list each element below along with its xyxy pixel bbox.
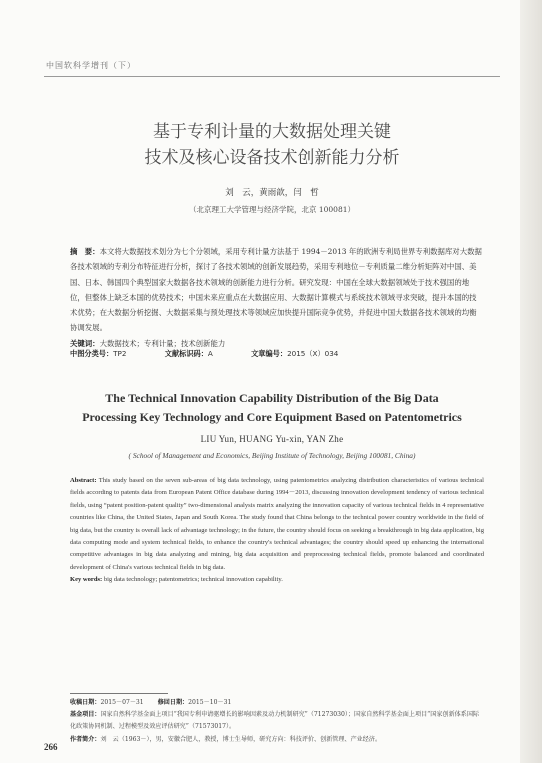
article-number: 文章编号：2015（X）034: [251, 349, 339, 358]
chinese-title-line-2: 技术及核心设备技术创新能力分析: [144, 148, 400, 168]
chinese-abstract-text: 本文将大数据技术划分为七个分领域，采用专利计量方法基于 1994－2013 年的欧洲专利局世界专利数据库对大数据各技术领域的专利分布特征进行分析，探讨了各技术领域的创新发展趋势，采用专利地位－专利质量二维分析矩阵对中国、美国、日本、韩国四个典型国家大数据各技术领域的创新能力进行分析。研究发现：中国在全球大数据领域处于技术强国的地位，但整体上缺乏本国的优势技术；中国未来应重点在大数据应用、大数据计算模式与系统技术领域寻求突破，提升本国的技术优势；在大数据分析挖掘、大数据采集与预处理技术等领域应加快提升国际竞争优势，并促进中国大数据各技术领域的均衡协调发展。: [70, 247, 482, 333]
chinese-authors: 刘 云，黄雨歆，闫 哲: [225, 188, 319, 198]
english-authors: LIU Yun, HUANG Yu-xin, YAN Zhe: [200, 434, 344, 444]
chinese-abstract: [70, 244, 482, 336]
footnotes: [70, 697, 484, 746]
chinese-abstract-block: [70, 244, 482, 351]
english-affiliation: ( School of Management and Economics, Beijing Institute of Technology, Beijing 100081, China): [128, 451, 416, 460]
document-code: 文献标识码：A: [164, 349, 213, 358]
running-head: 中国软科学增刊（下）: [46, 61, 136, 70]
english-title-line-2: Processing Key Technology and Core Equipment Based on Patentometrics: [82, 410, 462, 424]
english-abstract-block: [70, 475, 484, 587]
page-number: 266: [44, 742, 58, 752]
english-abstract-label: Abstract:: [70, 477, 97, 484]
footnote-rule: [70, 693, 168, 694]
english-abstract-text: This study based on the seven sub-areas of big data technology, using patentometrics analyzing distribution characteristics of various technical fields according to patents data from European Patent Office database during 1994－2013, discussing innovation development tendency of various technical fields, using “patent position-patent quality” two-dimensional analysis matrix analyzing the innovation capacity of various technical fields in 4 representative countries like China, the United States, Japan and South Korea. The study found that China belongs to the technical power country worldwide in the field of big data, but the country is overall lack of advantage technology; in the future, the country should focus on seeking a breakthrough in big data application, big data computing mode and system technical fields, to enhance the country's technical advantages; the country should speed up enhancing the international competitive advantages in big data analyzing and mining, big data acquisition and preprocessing technical fields, promote balanced and coordinated development of China's various technical fields in big data.: [70, 477, 484, 571]
header-rule: [44, 76, 500, 77]
chinese-affiliation: （北京理工大学管理与经济学院，北京 100081）: [188, 205, 355, 214]
english-keywords: [70, 574, 484, 586]
english-keywords-label: Key words:: [70, 576, 103, 584]
english-keywords-text: big data technology; patentometrics; technical innovation capability.: [103, 576, 283, 584]
chinese-title-line-1: 基于专利计量的大数据处理关键: [153, 122, 391, 142]
footnote-dates: 收稿日期：2015－07－31 修回日期：2015－10－31: [70, 699, 232, 706]
english-title-line-1: The Technical Innovation Capability Distribution of the Big Data: [105, 391, 439, 405]
chinese-abstract-label: 摘 要：: [70, 247, 100, 256]
english-abstract: [70, 475, 484, 574]
page-binding-shadow: [520, 0, 542, 763]
footnote-author-bio: 作者简介：刘 云（1963－），男，安徽合肥人，教授，博士生导师，研究方向：科技评价、创新管理、产业经济。: [70, 735, 382, 743]
clc-number: 中图分类号：TP2: [70, 349, 127, 358]
footnote-fund: 基金项目：国家自然科学基金面上项目“我国专利申请驱增长的影响因素及动力机制研究”（71273030）；国家自然科学基金面上项目“国家创新体系国际化政策协同机制、过程模型及效应评估研究”（71573017）。: [70, 711, 480, 731]
chinese-keywords-text: 大数据技术；专利计量；技术创新能力: [99, 338, 226, 348]
chinese-keywords-label: 关键词：: [70, 338, 100, 348]
classification-row: [70, 349, 482, 359]
